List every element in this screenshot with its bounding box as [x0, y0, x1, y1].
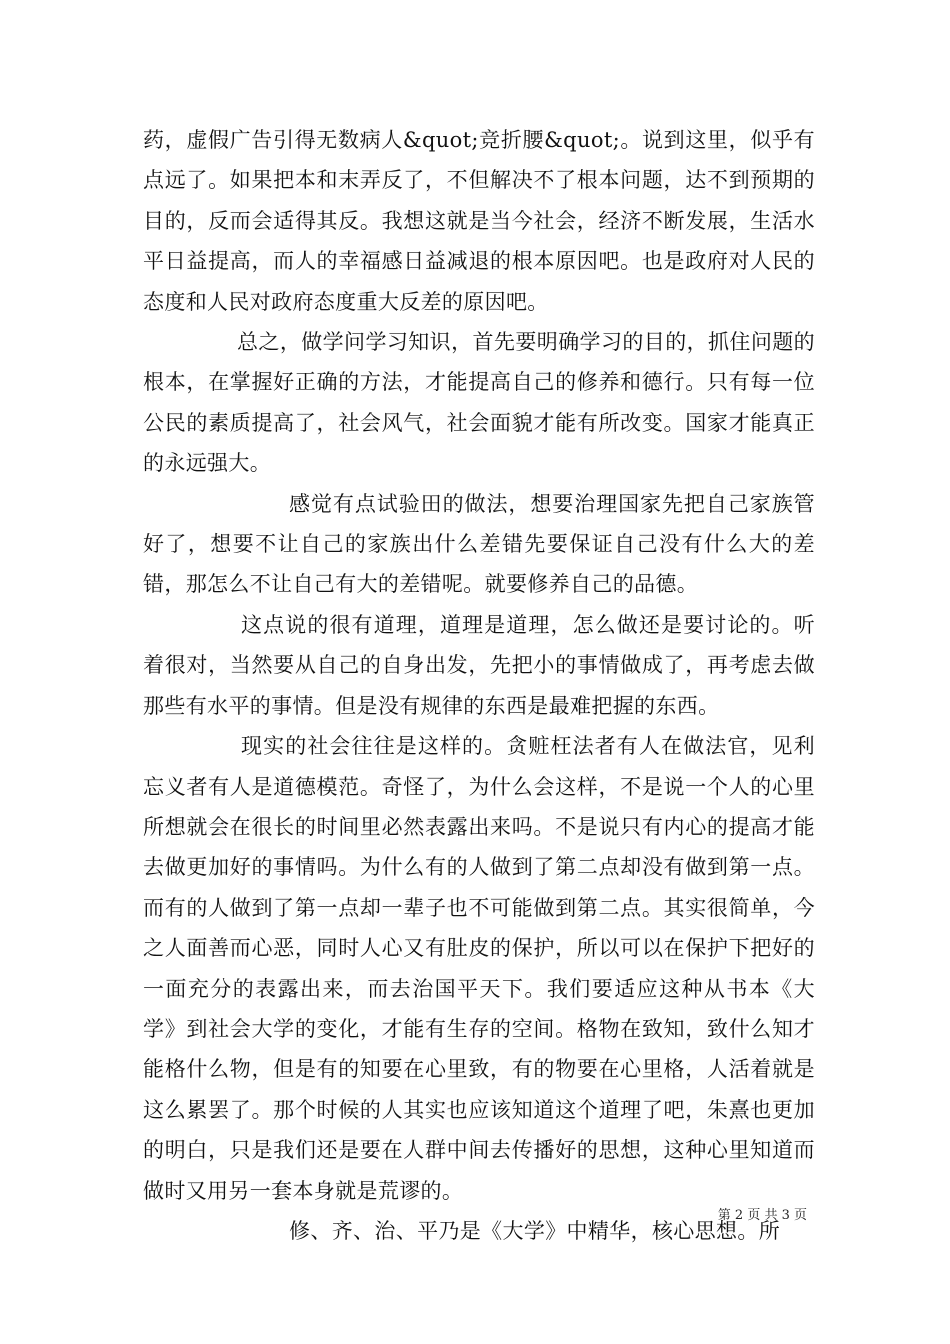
- paragraph-6: 修、齐、治、平乃是《大学》中精华，核心思想。所: [289, 1218, 781, 1243]
- body-text: [143, 120, 815, 1251]
- paragraph-5: 现实的社会往往是这样的。贪赃枉法者有人在做法官，见利忘义者有人是道德模范。奇怪了，为什么会这样，不是说一个人的心里所想就会在很长的时间里必然表露出来吗。不是说只有内心的提高才能去做更加好的事情吗。为什么有的人做到了第二点却没有做到第一点。而有的人做到了第一点却一辈子也不可能做到第二点。其实很简单，今之人面善而心恶，同时人心又有肚皮的保护，所以可以在保护下把好的一面充分的表露出来，而去治国平天下。我们要适应这种从书本《大学》到社会大学的变化，才能有生存的空间。格物在致知，致什么知才能格什么物，但是有的知要在心里致，有的物要在心里格，人活着就是这么累罢了。那个时候的人其实也应该知道这个道理了吧，朱熹也更加的明白，只是我们还是要在人群中间去传播好的思想，这种心里知道而做时又用另一套本身就是荒谬的。: [143, 734, 815, 1203]
- page-number-footer: 第 2 页 共 3 页: [717, 1208, 807, 1223]
- paragraph-1: 药，虚假广告引得无数病人&quot;竞折腰&quot;。说到这里，似乎有点远了。如果把本和末弄反了，不但解决不了根本问题，达不到预期的目的，反而会适得其反。我想这就是当今社会，经济不断发展，生活水平日益提高，而人的幸福感日益减退的根本原因吧。也是政府对人民的态度和人民对政府态度重大反差的原因吧。: [143, 128, 815, 314]
- paragraph-2: 总之，做学问学习知识，首先要明确学习的目的，抓住问题的根本，在掌握好正确的方法，才能提高自己的修养和德行。只有每一位公民的素质提高了，社会风气，社会面貌才能有所改变。国家才能真正的永远强大。: [143, 330, 815, 476]
- paragraph-4: 这点说的很有道理，道理是道理，怎么做还是要讨论的。听着很对，当然要从自己的自身出发，先把小的事情做成了，再考虑去做那些有水平的事情。但是没有规律的东西是最难把握的东西。: [143, 612, 815, 718]
- paragraph-3: 感觉有点试验田的做法，想要治理国家先把自己家族管好了，想要不让自己的家族出什么差错先要保证自己没有什么大的差错，那怎么不让自己有大的差错呢。就要修养自己的品德。: [143, 491, 815, 597]
